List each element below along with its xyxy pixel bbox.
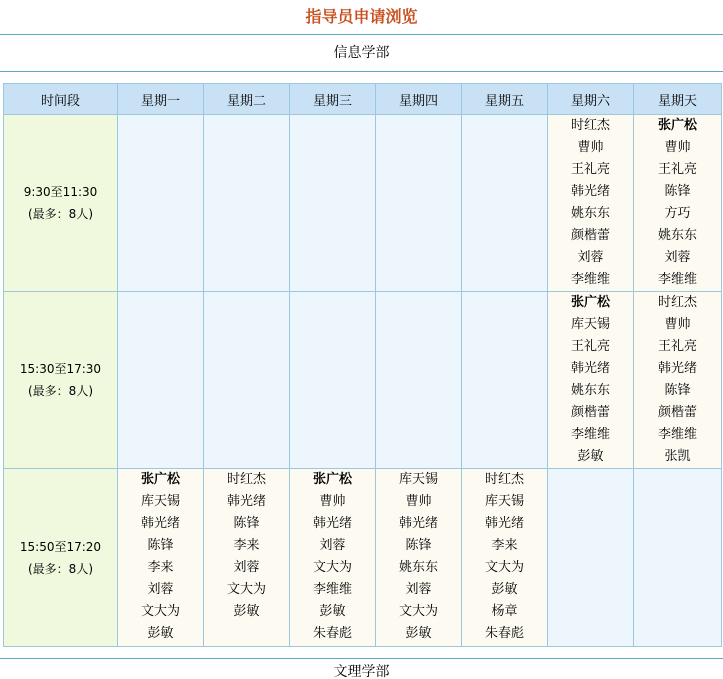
member-name: 刘蓉 <box>147 582 174 597</box>
member-name: 曹帅 <box>577 140 604 155</box>
member-name: 韩光绪 <box>312 516 352 531</box>
empty-day-cell <box>634 469 722 647</box>
member-name: 李维维 <box>657 427 697 442</box>
day-cell <box>118 469 204 647</box>
time-slot-cell <box>4 469 118 647</box>
member-name: 库天锡 <box>484 494 524 509</box>
table-row <box>4 292 722 469</box>
empty-day-cell <box>204 115 290 292</box>
member-name: 曹帅 <box>664 140 691 155</box>
day-cell <box>548 115 634 292</box>
header-saturday: 星期六 <box>548 84 634 115</box>
member-name: 曹帅 <box>405 494 432 509</box>
member-name: 李来 <box>233 538 260 553</box>
member-name: 文大为 <box>312 560 352 575</box>
member-name: 李维维 <box>312 582 352 597</box>
member-name: 曹帅 <box>664 317 691 332</box>
leader-name: 张广松 <box>570 295 610 310</box>
member-name: 朱春彪 <box>312 626 352 641</box>
member-name: 文大为 <box>140 604 180 619</box>
member-name: 颜楷蕾 <box>570 405 610 420</box>
member-name: 彭敏 <box>491 582 518 597</box>
empty-day-cell <box>204 292 290 469</box>
member-name: 韩光绪 <box>484 516 524 531</box>
member-name: 韩光绪 <box>570 184 610 199</box>
member-name: 杨章 <box>491 604 518 619</box>
empty-day-cell <box>376 115 462 292</box>
member-name: 文大为 <box>484 560 524 575</box>
member-name: 韩光绪 <box>570 361 610 376</box>
leader-name: 张广松 <box>140 472 180 487</box>
leader-name: 张广松 <box>657 118 697 133</box>
member-name: 朱春彪 <box>484 626 524 641</box>
member-name: 李维维 <box>570 272 610 287</box>
member-name: 姚东东 <box>570 206 610 221</box>
member-name: 时红杰 <box>570 118 610 133</box>
table-header-row <box>4 84 722 115</box>
day-cell <box>634 292 722 469</box>
member-name: 文大为 <box>398 604 438 619</box>
header-monday: 星期一 <box>118 84 204 115</box>
member-name: 姚东东 <box>657 228 697 243</box>
empty-day-cell <box>118 292 204 469</box>
member-name: 刘蓉 <box>233 560 260 575</box>
member-name: 时红杰 <box>484 472 524 487</box>
member-name: 李维维 <box>570 427 610 442</box>
time-slot-cell <box>4 115 118 292</box>
day-cell <box>290 469 376 647</box>
empty-day-cell <box>462 292 548 469</box>
member-name: 陈锋 <box>233 516 260 531</box>
member-name: 韩光绪 <box>398 516 438 531</box>
empty-day-cell <box>290 115 376 292</box>
member-name: 王礼亮 <box>657 162 697 177</box>
department-title: 信息学部 <box>333 45 390 61</box>
member-name: 颜楷蕾 <box>657 405 697 420</box>
day-cell <box>204 469 290 647</box>
header-thursday: 星期四 <box>376 84 462 115</box>
member-name: 时红杰 <box>226 472 266 487</box>
empty-day-cell <box>548 469 634 647</box>
leader-name: 张广松 <box>312 472 352 487</box>
table-row <box>4 469 722 647</box>
empty-day-cell <box>376 292 462 469</box>
member-name: 刘蓉 <box>577 250 604 265</box>
time-range: 15:30至17:30 <box>19 362 102 376</box>
time-range: 15:50至17:20 <box>19 539 102 554</box>
member-name: 彭敏 <box>577 449 604 464</box>
capacity-limit: (最多：8人) <box>28 207 93 221</box>
member-name: 韩光绪 <box>140 516 180 531</box>
header-wednesday: 星期三 <box>290 84 376 115</box>
member-name: 曹帅 <box>319 494 346 509</box>
member-name: 库天锡 <box>398 472 438 487</box>
member-name: 王礼亮 <box>570 162 610 177</box>
member-name: 陈锋 <box>664 383 691 398</box>
schedule-table <box>3 83 722 647</box>
member-name: 彭敏 <box>405 626 432 641</box>
day-cell <box>462 469 548 647</box>
member-name: 张凯 <box>664 449 691 464</box>
day-cell <box>376 469 462 647</box>
member-name: 王礼亮 <box>570 339 610 354</box>
next-department-title: 文理学部 <box>333 664 390 679</box>
member-name: 彭敏 <box>233 604 260 619</box>
member-name: 文大为 <box>226 582 266 597</box>
day-cell <box>634 115 722 292</box>
member-name: 韩光绪 <box>226 494 266 509</box>
member-name: 彭敏 <box>319 604 346 619</box>
member-name: 颜楷蕾 <box>570 228 610 243</box>
member-name: 韩光绪 <box>657 361 697 376</box>
time-range: 9:30至11:30 <box>23 185 98 199</box>
member-name: 李维维 <box>657 272 697 287</box>
page-title: 指导员申请浏览 <box>305 7 418 26</box>
day-cell <box>548 292 634 469</box>
member-name: 刘蓉 <box>405 582 432 597</box>
capacity-limit: (最多：8人) <box>28 384 93 398</box>
member-name: 库天锡 <box>140 494 180 509</box>
member-name: 姚东东 <box>570 383 610 398</box>
member-name: 陈锋 <box>664 184 691 199</box>
member-name: 陈锋 <box>147 538 174 553</box>
member-name: 彭敏 <box>147 626 174 641</box>
member-name: 李来 <box>147 560 174 575</box>
empty-day-cell <box>462 115 548 292</box>
member-name: 陈锋 <box>405 538 432 553</box>
member-name: 刘蓉 <box>319 538 346 553</box>
empty-day-cell <box>290 292 376 469</box>
time-slot-cell <box>4 292 118 469</box>
header-friday: 星期五 <box>462 84 548 115</box>
member-name: 库天锡 <box>570 317 610 332</box>
member-name: 王礼亮 <box>657 339 697 354</box>
header-tuesday: 星期二 <box>204 84 290 115</box>
member-name: 姚东东 <box>398 560 438 575</box>
table-row <box>4 115 722 292</box>
header-time-slot: 时间段 <box>4 84 118 115</box>
empty-day-cell <box>118 115 204 292</box>
member-name: 李来 <box>491 538 518 553</box>
member-name: 时红杰 <box>657 295 697 310</box>
schedule-body <box>4 115 722 647</box>
header-sunday: 星期天 <box>634 84 722 115</box>
capacity-limit: (最多：8人) <box>28 561 93 576</box>
member-name: 方巧 <box>664 206 691 221</box>
member-name: 刘蓉 <box>664 250 691 265</box>
